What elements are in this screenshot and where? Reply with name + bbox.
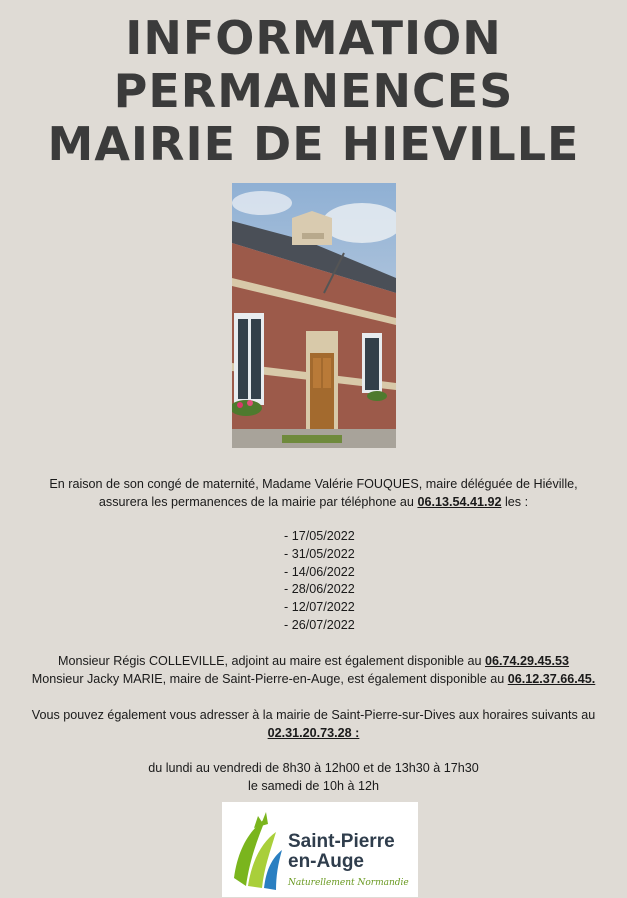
- list-item: - 12/07/2022: [284, 600, 355, 615]
- regis-phone[interactable]: 06.74.29.45.53: [485, 654, 570, 668]
- intro-paragraph: [0, 475, 627, 511]
- intro-line-2: [0, 493, 627, 511]
- jacky-phone[interactable]: 06.12.37.66.45.: [507, 672, 596, 686]
- list-item: - 31/05/2022: [284, 546, 355, 561]
- list-item: - 17/05/2022: [284, 529, 355, 543]
- mairie-text: Vous pouvez également vous adresser à la mairie de Saint-Pierre-sur-Dives aux horaires suivants au: [31, 708, 596, 722]
- page-title: [0, 12, 627, 171]
- jacky-contact: [0, 670, 627, 688]
- list-item: - 26/07/2022: [284, 617, 355, 632]
- title-line-3: MAIRIE DE HIEVILLE: [47, 117, 580, 171]
- contacts-paragraph: [0, 652, 627, 688]
- list-item: - 28/06/2022: [284, 582, 355, 597]
- title-line-1: INFORMATION: [125, 11, 502, 65]
- saturday-hours: le samedi de 10h à 12h: [248, 779, 379, 793]
- saint-pierre-en-auge-logo: [222, 802, 418, 897]
- mairie-phone[interactable]: 02.31.20.73.28 :: [267, 726, 360, 740]
- logo-name: [288, 832, 395, 872]
- town-hall-building-icon: [232, 183, 396, 448]
- regis-contact: [0, 652, 627, 670]
- intro-line-2-text: assurera les permanences de la mairie par téléphone au: [98, 495, 418, 509]
- town-hall-photo: [232, 183, 396, 448]
- logo-swoosh-icon: [228, 808, 288, 898]
- jacky-text: Monsieur Jacky MARIE, maire de Saint-Pierre-en-Auge, est également disponible au: [31, 672, 508, 686]
- intro-line-2-suffix: les :: [501, 495, 529, 509]
- list-item: - 14/06/2022: [284, 564, 355, 579]
- dates-list: [284, 528, 355, 635]
- logo-name-line-1: Saint-Pierre: [288, 831, 395, 852]
- fouques-phone[interactable]: 06.13.54.41.92: [417, 495, 502, 509]
- regis-text: Monsieur Régis COLLEVILLE, adjoint au maire est également disponible au: [57, 654, 485, 668]
- intro-line-1: En raison de son congé de maternité, Madame Valérie FOUQUES, maire déléguée de Hiéville,: [49, 477, 578, 491]
- mairie-paragraph: [0, 706, 627, 742]
- logo-name-line-2: en-Auge: [288, 851, 364, 872]
- weekday-hours: du lundi au vendredi de 8h30 à 12h00 et de 13h30 à 17h30: [148, 761, 479, 775]
- title-line-2: PERMANENCES: [113, 64, 514, 118]
- logo-tagline: Naturellement Normandie: [288, 878, 409, 888]
- opening-hours: [0, 759, 627, 795]
